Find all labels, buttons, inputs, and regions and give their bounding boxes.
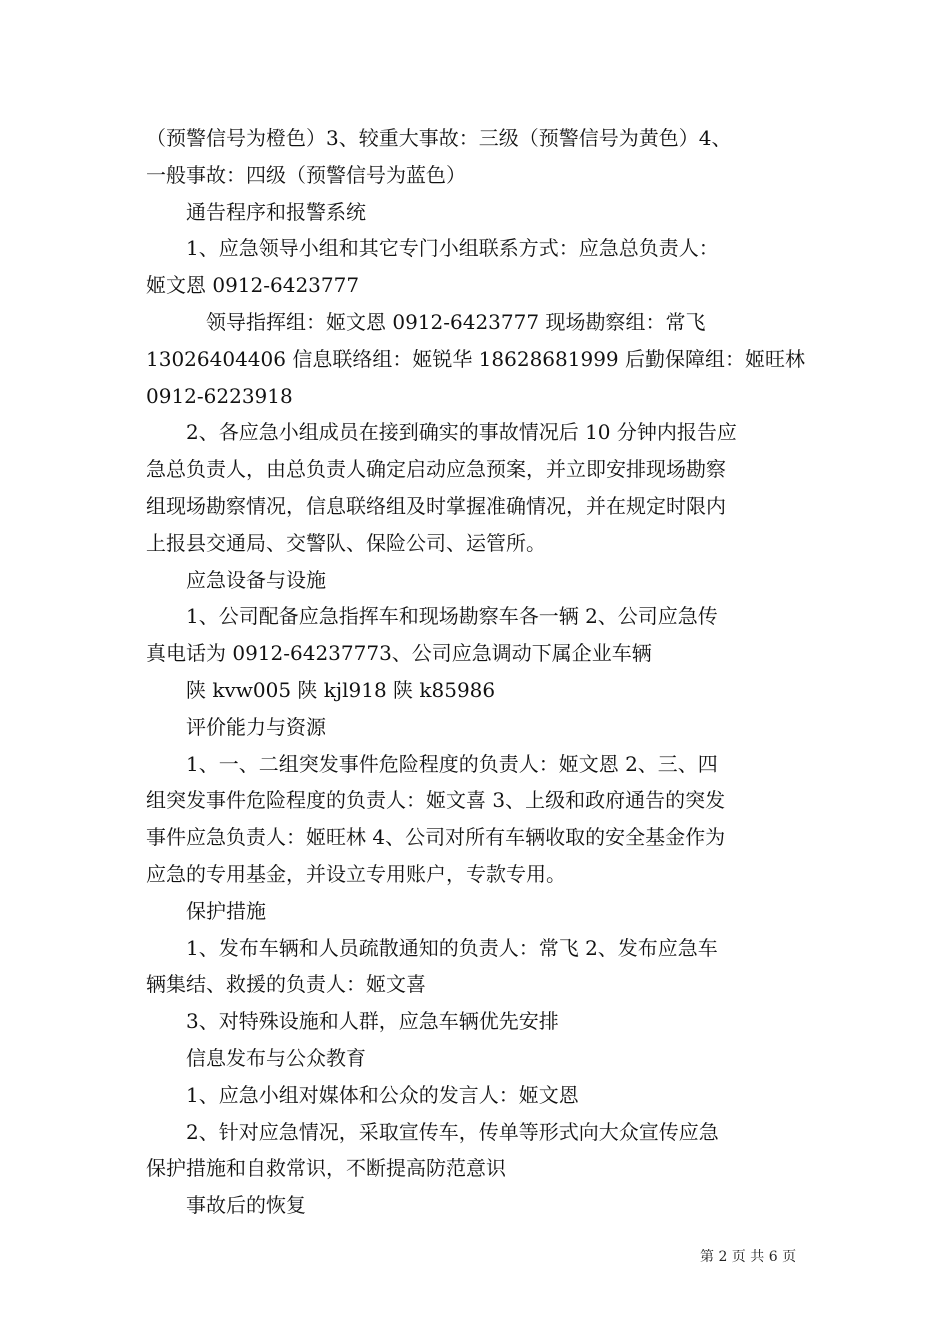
- section-heading: 应急设备与设施: [146, 567, 326, 592]
- section-heading: 通告程序和报警系统: [146, 199, 366, 224]
- text-line: 1、公司配备应急指挥车和现场勘察车各一辆 2、公司应急传: [146, 604, 718, 629]
- section-heading: 事故后的恢复: [146, 1193, 306, 1218]
- text-line: 组突发事件危险程度的负责人：姬文喜 3、上级和政府通告的突发: [146, 788, 726, 813]
- text-line: 2、各应急小组成员在接到确实的事故情况后 10 分钟内报告应: [146, 420, 737, 445]
- text-line: 3、对特殊设施和人群，应急车辆优先安排: [146, 1009, 559, 1034]
- text-line: 1、发布车辆和人员疏散通知的负责人：常飞 2、发布应急车: [146, 935, 718, 960]
- text-line: 领导指挥组：姬文恩 0912-6423777 现场勘察组：常飞: [146, 309, 706, 334]
- text-line: 事件应急负责人：姬旺林 4、公司对所有车辆收取的安全基金作为: [146, 825, 726, 850]
- text-line: 姬文恩 0912-6423777: [146, 273, 360, 298]
- text-line: 1、应急小组对媒体和公众的发言人：姬文恩: [146, 1082, 579, 1107]
- text-line: 1、应急领导小组和其它专门小组联系方式：应急总负责人：: [146, 236, 719, 261]
- text-line: 上报县交通局、交警队、保险公司、运管所。: [146, 530, 546, 555]
- text-line: 保护措施和自救常识，不断提高防范意识: [146, 1156, 506, 1181]
- section-heading: 信息发布与公众教育: [146, 1045, 366, 1070]
- section-heading: 保护措施: [146, 898, 266, 923]
- text-line: （预警信号为橙色）3、较重大事故：三级（预警信号为黄色）4、: [146, 126, 732, 150]
- text-line: 应急的专用基金，并设立专用账户，专款专用。: [146, 861, 566, 886]
- text-line: 1、一、二组突发事件危险程度的负责人：姬文恩 2、三、四: [146, 751, 718, 776]
- text-line: 0912-6223918: [146, 383, 293, 408]
- text-line: 2、针对应急情况，采取宣传车，传单等形式向大众宣传应急: [146, 1119, 719, 1144]
- document-body: [146, 120, 806, 1224]
- text-line: 13026404406 信息联络组：姬锐华 18628681999 后勤保障组：姬旺林: [146, 346, 806, 371]
- text-line: 真电话为 0912-64237773、公司应急调动下属企业车辆: [146, 641, 652, 666]
- text-line: 陕 kvw005 陕 kjl918 陕 k85986: [146, 677, 496, 702]
- text-line: 急总负责人，由总负责人确定启动应急预案，并立即安排现场勘察: [146, 457, 726, 482]
- text-line: 一般事故：四级（预警信号为蓝色）: [146, 162, 466, 187]
- text-line: 辆集结、救援的负责人：姬文喜: [146, 972, 426, 997]
- page-number-footer: 第 2 页 共 6 页: [700, 1249, 797, 1265]
- text-line: 组现场勘察情况，信息联络组及时掌握准确情况，并在规定时限内: [146, 493, 726, 518]
- section-heading: 评价能力与资源: [146, 714, 326, 739]
